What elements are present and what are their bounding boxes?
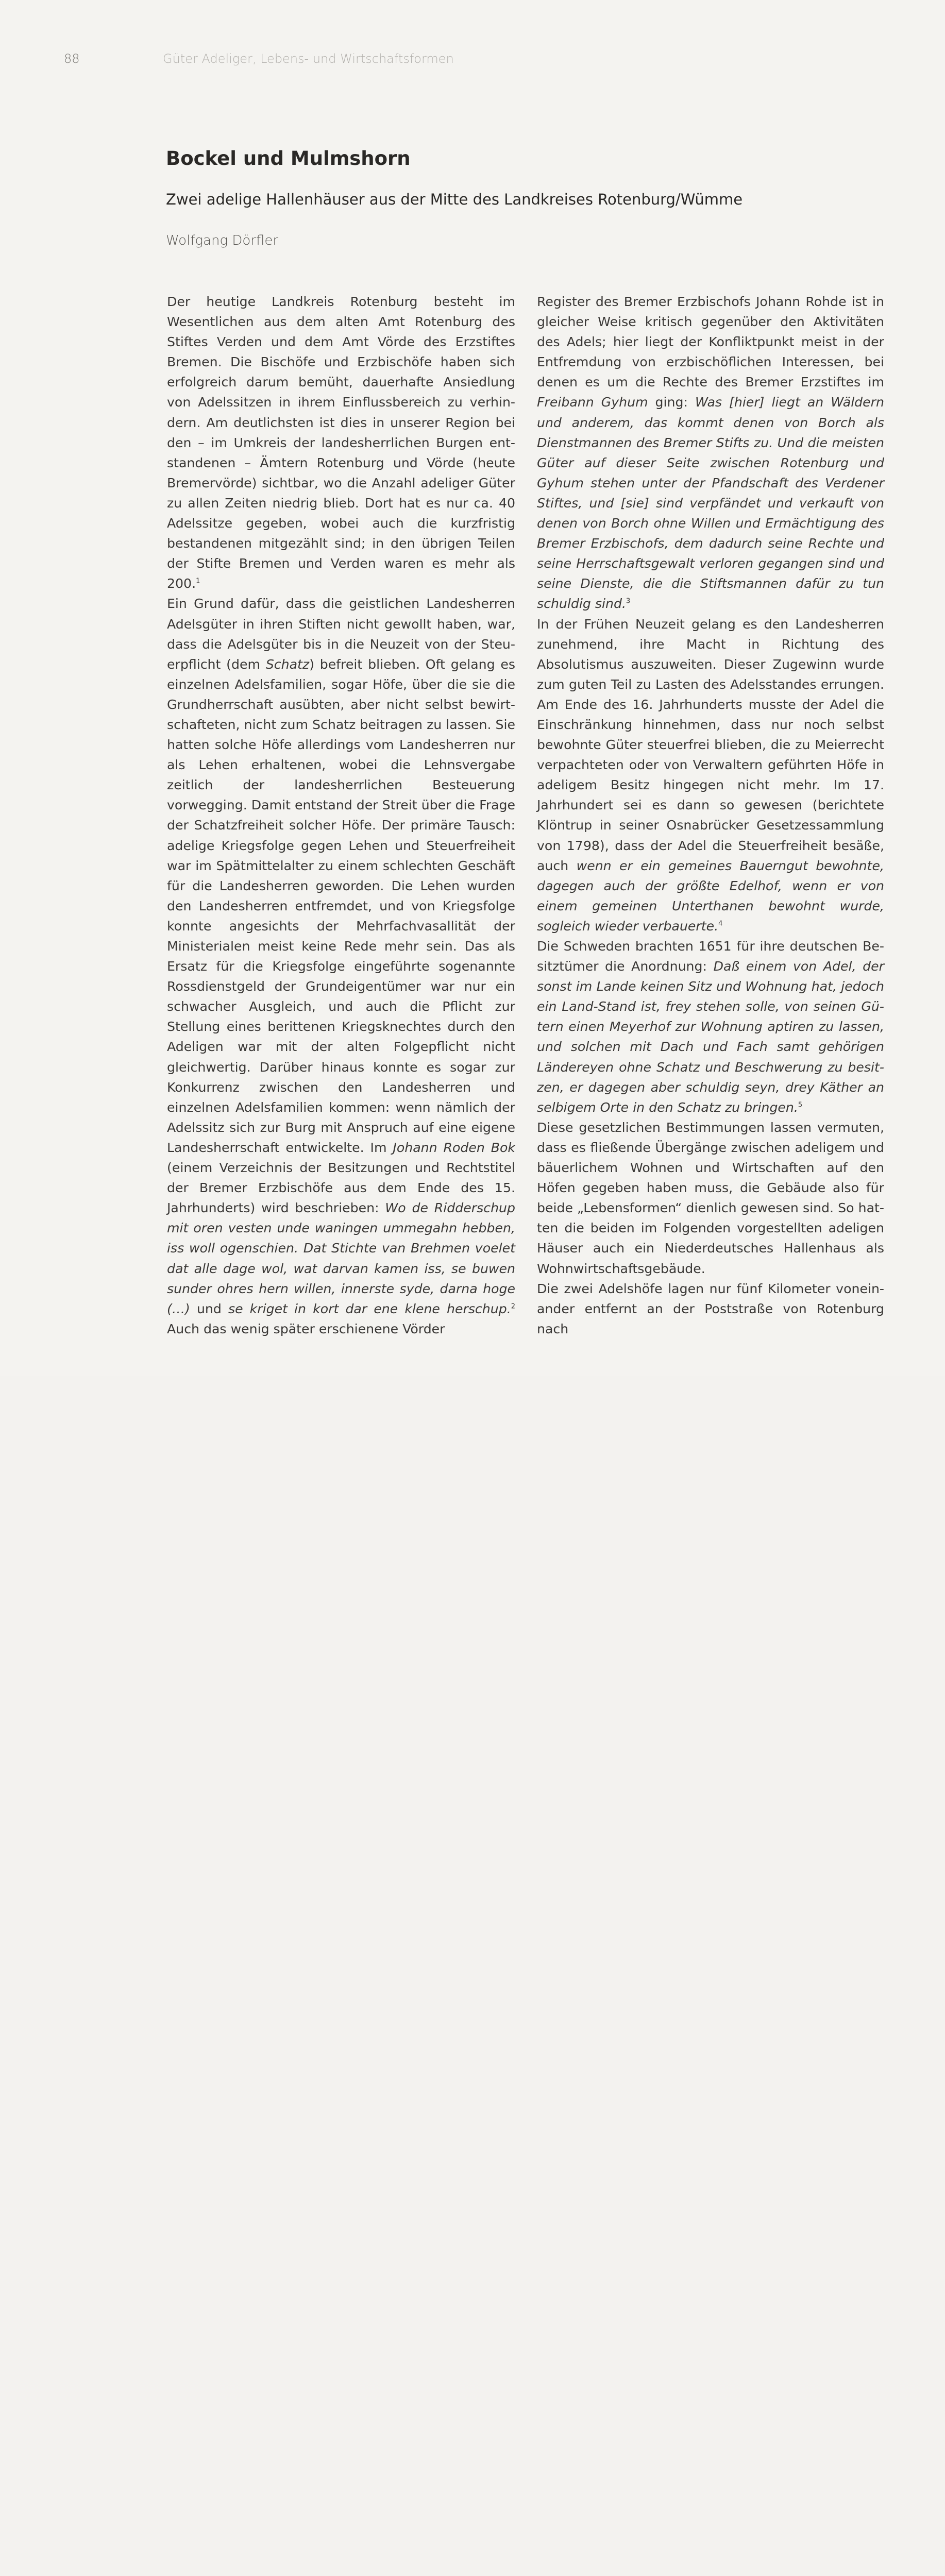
section-title: Güter Adeliger, Lebens- und Wirtschaftsformen [163,52,454,66]
page-number: 88 [64,52,80,66]
body-paragraph: Die Schweden brachten 1651 für ihre deutschen Besitztümer die Anordnung: Daß einem von Adel, der sonst im Lande keinen Sitz und Wohnung hat, jedoch ein Land-Stand ist, frey stehen solle, von seinen Gütern einen Meyerhof zur Wohnung aptiren zu lassen, und solchen mit Dach und Fach samt gehörigen Ländereyen ohne Schatz und Beschwerung zu besitzen, er dagegen aber schuldig seyn, drey Käther an selbigem Orte in den Schatz zu bringen.$^5$ [537,939,884,1115]
running-head [64,52,454,66]
body-paragraph: Diese gesetzlichen Bestimmungen lassen vermuten, dass es fließende Übergänge zwischen adeligem und bäuerlichem Wohnen und Wirtschaften auf den Höfen gegeben haben muss, die Gebäude also für beide „Lebensformen“ dienlich gewesen sind. So hatten die beiden im Folgenden vorgestellten adeligen Häuser auch ein Niederdeutsches Hallenhaus als Wohnwirtschaftsgebäude. [537,1120,884,1276]
body-paragraph: Ein Grund dafür, dass die geistlichen Landesherren Adelsgüter in ihren Stiften nicht gewollt haben, war, dass die Adelsgüter bis in die Neuzeit von der Steuerpflicht (dem Schatz) befreit blieben. Oft gelang es einzelnen Adelsfamilien, sogar Höfe, über die sie die Grundherrschaft ausübten, aber nicht selbst bewirtschafteten, nicht zum Schatz beitragen zu lassen. Sie hatten solche Höfe allerdings vom Landesherren nur als Lehen erhaltenen, wobei die Lehnsvergabe zeitlich der landesherrlichen Besteuerung vorwegging. Damit entstand der Streit über die Frage der Schatzfreiheit solcher Höfe. Der primäre Tausch: adelige Kriegsfolge gegen Lehen und Steuerfreiheit war im Spätmittelalter zu einem schlechten Geschäft für die Landesherren geworden. Die Lehen wurden den Landesherren entfremdet, und von Kriegsfolge konnte angesichts der Mehrfachvasallität der Ministerialen meist keine Rede mehr sein. Das als Ersatz für die Kriegsfolge eingeführte sogenannte Rossdienstgeld der Grundeigentümer war nur ein schwacher Ausgleich, und auch die Pflicht zur Stellung eines berittenen Kriegsknechtes durch den Adeligen war mit der alten Folgepflicht nicht gleichwertig. Darüber hinaus konnte es sogar zur Konkurrenz zwischen den Landesherren und einzelnen Adelsfamilien kommen: wenn nämlich der Adelssitz sich zur Burg mit Anspruch auf eine eigene Landesherrschaft entwickelte. Im Johann Roden Bok (einem Verzeichnis der Besitzungen und Rechtstitel der Bremer Erzbischöfe aus dem Ende des 15. Jahrhunderts) wird beschrieben: Wo de Ridderschup mit oren vesten unde waningen ummegahn hebben, iss woll ogenschien. Dat Stichte van Brehmen voelet dat alle dage wol, wat darvan kamen iss, se buwen sunder ohres hern willen, innerste syde, darna hoge (…) und se kriget in kort dar ene klene herschup.$^2$ Auch das wenig später erschienene Vörder [167,596,516,1336]
body-paragraph: In der Frühen Neuzeit gelang es den Landesherren zunehmend, ihre Macht in Richtung des Absolutismus auszuweiten. Dieser Zugewinn wurde zum guten Teil zu Lasten des Adelsstandes errungen. Am Ende des 16. Jahrhunderts musste der Adel die Einschränkung hinnehmen, dass nur noch selbst bewohnte Güter steuerfrei blieben, die zu Meierrecht verpachteten oder von Verwaltern geführten Höfe in adeligem Besitz hingegen nicht mehr. Im 17. Jahrhundert sei es dann so gewesen (berichtete Klöntrup in seiner Osnabrücker Gesetzessammlung von 1798), dass der Adel die Steuerfreiheit besäße, auch wenn er ein gemeines Bauerngut bewohnte, dagegen auch der größte Edelhof, wenn er von einem gemeinen Unterthanen bewohnt wurde, sogleich wieder verbauerte.$^4$ [537,616,884,934]
library-footer [0,1376,945,1445]
article-author: Wolfgang Dörfler [166,233,279,248]
body-paragraph: Die zwei Adelshöfe lagen nur fünf Kilometer voneinander entfernt an der Poststraße von Rotenburg nach [537,1281,884,1336]
body-paragraph: Der heutige Landkreis Rotenburg besteht im Wesentlichen aus dem alten Amt Rotenburg des Stiftes Verden und dem Amt Vörde des Erzstiftes Bremen. Die Bischöfe und Erzbischöfe haben sich erfolgreich darum bemüht, dauerhafte Ansiedlung von Adelssitzen in ihrem Einflussbereich zu verhindern. Am deutlichsten ist dies in unserer Region bei den – im Umkreis der landesherrlichen Burgen entstandenen – Ämtern Rotenburg und Vörde (heute Bremervörde) sichtbar, wo die Anzahl adeliger Güter zu allen Zeiten niedrig blieb. Dort hat es nur ca. 40 Adelssitze gegeben, wobei auch die kurzfristig bestandenen mitgezählt sind; in den übrigen Teilen der Stifte Bremen und Verden waren es mehr als 200.$^1$ [167,294,515,591]
body-column-right [537,292,884,1339]
article-subtitle: Zwei adelige Hallenhäuser aus der Mitte des Landkreises Rotenburg/Wümme [166,191,743,208]
body-column-left [167,292,515,1339]
body-paragraph: Register des Bremer Erzbischofs Johann Rohde ist in gleicher Weise kritisch gegenüber den Aktivitäten des Adels; hier liegt der Konfliktpunkt meist in der Entfremdung von erzbischöflichen Interessen, bei denen es um die Rechte des Bremer Erzstiftes im Freibann Gyhum ging: Was [hier] liegt an Wäldern und anderem, das kommt denen von Borch als Dienstmannen des Bremer Stifts zu. Und die meisten Güter auf dieser Seite zwischen Rotenburg und Gyhum stehen unter der Pfandschaft des Verdener Stiftes, und [sie] sind verpfändet und verkauft von denen von Borch ohne Willen und Ermächtigung des Bremer Erzbischofs, dem dadurch seine Rechte und seine Herrschaftsgewalt verloren gegangen sind und seine Dienste, die die Stiftsmannen dafür zu tun schuldig sind.$^3$ [537,294,884,612]
article-title: Bockel und Mulmshorn [166,147,411,170]
